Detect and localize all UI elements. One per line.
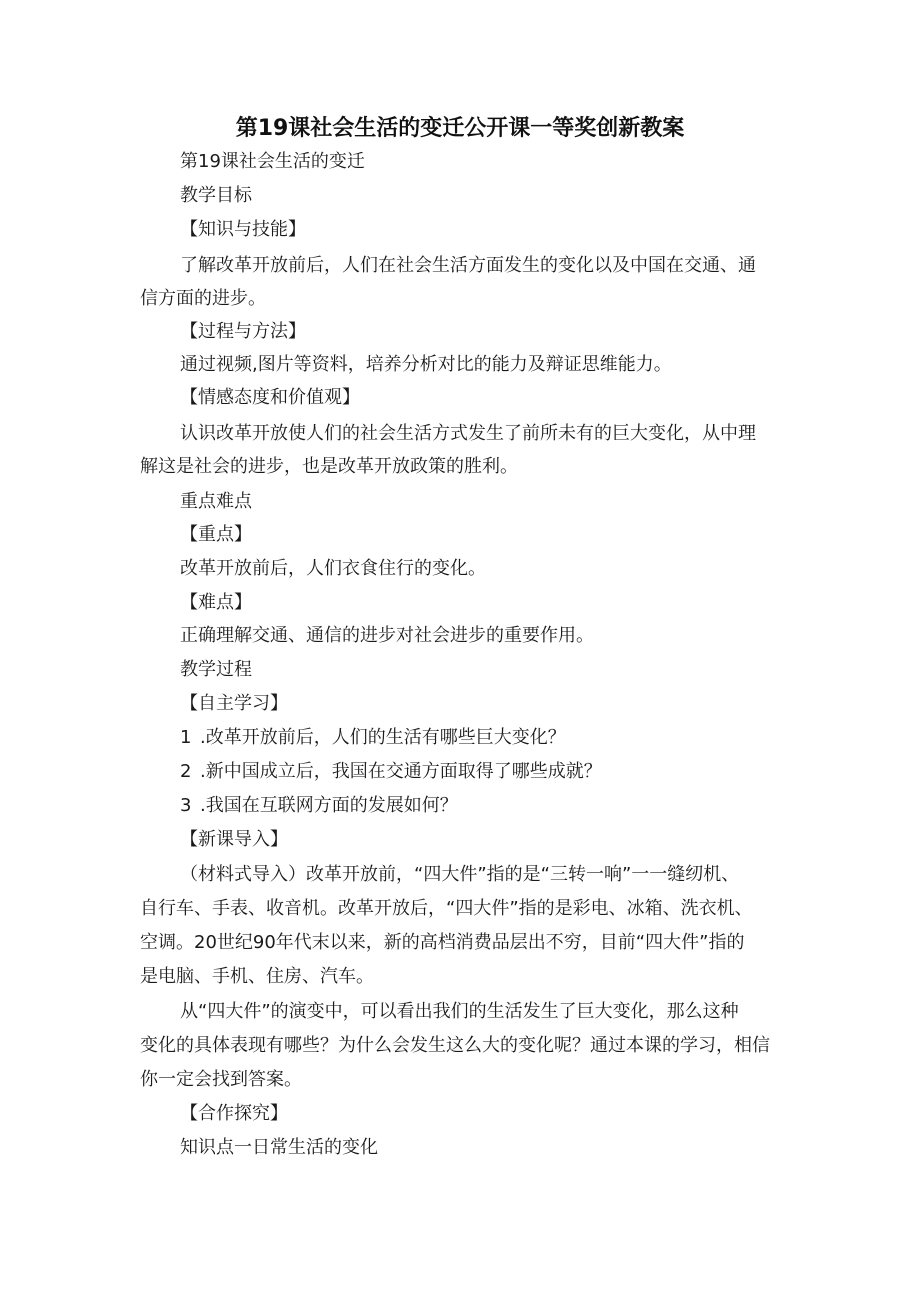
new-lesson-para2-line3: 你一定会找到答案。 (140, 1069, 302, 1090)
lesson-subtitle: 第19课社会生活的变迁 (180, 151, 365, 172)
new-lesson-para2-line1: 从“四大件”的演变中，可以看出我们的生活发生了巨大变化，那么这种 (180, 1001, 739, 1022)
list-item (180, 794, 458, 818)
emotion-values-text-1: 认识改革开放使人们的社会生活方式发生了前所未有的巨大变化，从中理 (180, 423, 756, 444)
knowledge-skills-text-1: 了解改革开放前后，人们在社会生活方面发生的变化以及中国在交通、通 (180, 255, 756, 276)
list-item-text: .新中国成立后，我国在交通方面取得了哪些成就？ (200, 761, 602, 782)
list-item-number: 1 (180, 727, 192, 748)
cooperation-text: 知识点一日常生活的变化 (180, 1137, 378, 1158)
new-lesson-para1-line2: 自行车、手表、收音机。改革开放后，“四大件”指的是彩电、冰箱、洗衣机、 (140, 898, 753, 919)
heading-new-lesson: 【新课导入】 (180, 829, 288, 850)
heading-emotion-values: 【情感态度和价值观】 (180, 387, 360, 408)
new-lesson-para1-line1: （材料式导入）改革开放前，“四大件”指的是“三转一响”一一缝纫机、 (180, 864, 740, 885)
section-heading-objectives: 教学目标 (180, 185, 252, 206)
heading-self-study: 【自主学习】 (180, 693, 288, 714)
list-item (180, 760, 602, 784)
list-item-number: 3 (180, 795, 192, 816)
new-lesson-para1-line3: 空调。20世纪90年代末以来，新的高档消费品层出不穷，目前“四大件”指的 (140, 932, 745, 953)
difficult-point-text: 正确理解交通、通信的进步对社会进步的重要作用。 (180, 625, 594, 646)
knowledge-skills-text-2: 信方面的进步。 (140, 288, 266, 309)
list-item-number: 2 (180, 761, 192, 782)
process-methods-text: 通过视频,图片等资料，培养分析对比的能力及辩证思维能力。 (180, 354, 672, 375)
new-lesson-para1-line4: 是电脑、手机、住房、汽车。 (140, 966, 374, 987)
section-heading-process: 教学过程 (180, 659, 252, 680)
list-item-text: .我国在互联网方面的发展如何？ (200, 795, 458, 816)
heading-knowledge-skills: 【知识与技能】 (180, 219, 306, 240)
heading-key-point: 【重点】 (180, 524, 252, 545)
heading-cooperation: 【合作探究】 (180, 1103, 288, 1124)
list-item-text: .改革开放前后，人们的生活有哪些巨大变化？ (200, 727, 566, 748)
emotion-values-text-2: 解这是社会的进步，也是改革开放政策的胜利。 (140, 456, 518, 477)
new-lesson-para2-line2: 变化的具体表现有哪些？为什么会发生这么大的变化呢？通过本课的学习，相信 (140, 1035, 770, 1056)
document-title: 第19课社会生活的变迁公开课一等奖创新教案 (235, 116, 685, 141)
key-point-text: 改革开放前后，人们衣食住行的变化。 (180, 558, 486, 579)
list-item (180, 726, 566, 750)
heading-process-methods: 【过程与方法】 (180, 321, 306, 342)
heading-difficult-point: 【难点】 (180, 592, 252, 613)
section-heading-key-difficult: 重点难点 (180, 491, 252, 512)
